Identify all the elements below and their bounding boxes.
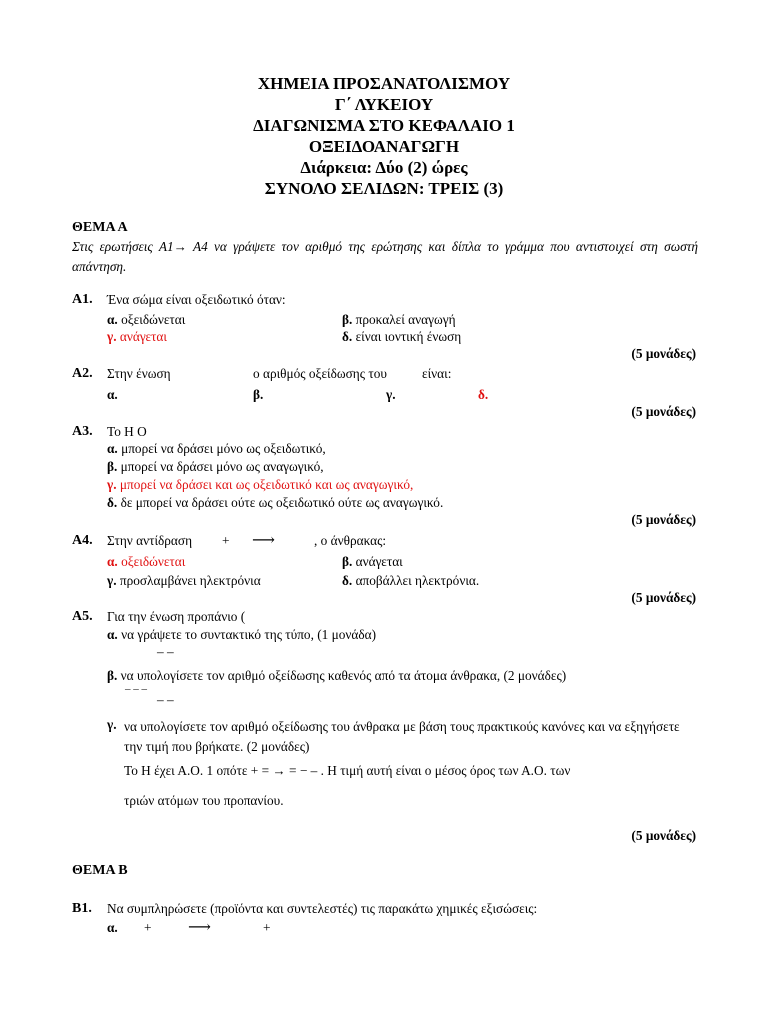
question-number: Α1. [72, 292, 93, 307]
subquestion-b: β. να υπολογίσετε τον αριθμό οξείδωσης καθενός από τα άτομα άνθρακα, (2 μονάδες) [107, 668, 567, 683]
subquestion-g: γ. [107, 717, 117, 732]
header-pages: ΣΥΝΟΛΟ ΣΕΛΙΔΩΝ: ΤΡΕΙΣ (3) [264, 179, 504, 198]
option-b: β. μπορεί να δράσει μόνο ως αναγωγικό, [107, 459, 324, 474]
plus-sign: + [144, 920, 152, 935]
question-stem-part3: είναι: [422, 366, 452, 381]
question-number: Α4. [72, 533, 93, 548]
plus-sign: + [263, 920, 271, 935]
oxidation-number-marks: – – – [125, 683, 147, 695]
header-title: ΧΗΜΕΙΑ ΠΡΟΣΑΝΑΤΟΛΙΣΜΟΥ [257, 74, 511, 93]
option-d: δ. αποβάλλει ηλεκτρόνια. [342, 573, 480, 588]
option-a: α. [107, 387, 118, 402]
points-label: (5 μονάδες) [631, 828, 696, 843]
points-label: (5 μονάδες) [631, 346, 696, 361]
question-stem: Ένα σώμα είναι οξειδωτικό όταν: [107, 292, 286, 307]
option-g: γ. προσλαμβάνει ηλεκτρόνια [107, 573, 261, 588]
option-a: α. μπορεί να δράσει μόνο ως οξειδωτικό, [107, 441, 326, 456]
option-g-correct: γ. ανάγεται [107, 329, 167, 344]
subquestion-g-text: να υπολογίσετε τον αριθμό οξείδωσης του άνθρακα με βάση τους πρακτικούς κανόνες και να εξηγήσετε την τιμή που βρήκατε. (2 μονάδες) [124, 719, 680, 754]
option-d-correct: δ. [478, 387, 489, 402]
points-label: (5 μονάδες) [631, 590, 696, 605]
question-stem: Να συμπληρώσετε (προϊόντα και συντελεστές) τις παρακάτω χημικές εξισώσεις: [107, 901, 538, 916]
calculation-line: Το Η έχει Α.Ο. 1 οπότε + = → = − – . Η τιμή αυτή είναι ο μέσος όρος των Α.Ο. των [124, 763, 571, 778]
formula-bonds: – – [157, 644, 174, 659]
question-number: Α5. [72, 609, 93, 624]
formula-bonds: – – [157, 692, 174, 707]
header-chapter: ΟΞΕΙΔΟΑΝΑΓΩΓΗ [308, 137, 460, 156]
reaction-arrow: ⟶ [252, 532, 275, 549]
question-stem-part2: , ο άνθρακας: [314, 533, 387, 548]
plus-sign: + [222, 533, 230, 548]
option-a: α. οξειδώνεται [107, 312, 186, 327]
option-d: δ. είναι ιοντική ένωση [342, 329, 462, 344]
subquestion-a: α. να γράψετε το συντακτικό της τύπο, (1 μονάδα) [107, 627, 377, 642]
question-stem-part2: ο αριθμός οξείδωσης του [253, 366, 387, 381]
section-a-intro: Στις ερωτήσεις Α1→ Α4 να γράψετε τον αριθμό της ερώτησης και δίπλα το γράμμα που αντιστοιχεί στη σωστή απάντηση. [72, 239, 698, 274]
option-b: β. ανάγεται [342, 554, 403, 569]
option-g: γ. [386, 387, 396, 402]
question-number: Α3. [72, 424, 93, 439]
question-stem-part1: Στην ένωση [107, 366, 171, 381]
question-number: Α2. [72, 366, 93, 381]
option-b: β. προκαλεί αναγωγή [342, 312, 456, 327]
points-label: (5 μονάδες) [631, 512, 696, 527]
question-stem: Το Η Ο [107, 424, 147, 439]
subquestion-a: α. [107, 920, 118, 935]
option-d: δ. δε μπορεί να δράσει ούτε ως οξειδωτικό ούτε ως αναγωγικό. [107, 495, 444, 510]
section-a-title: ΘΕΜΑ Α [72, 220, 128, 235]
points-label: (5 μονάδες) [631, 404, 696, 419]
option-a-correct: α. οξειδώνεται [107, 554, 186, 569]
question-number: Β1. [72, 901, 92, 916]
option-g-correct: γ. μπορεί να δράσει και ως οξειδωτικό και ως αναγωγικό, [107, 477, 414, 492]
header-grade: Γ΄ ΛΥΚΕΙΟΥ [334, 95, 434, 114]
question-stem: Για την ένωση προπάνιο ( [107, 609, 246, 624]
option-b: β. [253, 387, 264, 402]
section-b-title: ΘΕΜΑ Β [72, 863, 128, 878]
calculation-line: τριών ατόμων του προπανίου. [124, 793, 284, 808]
header-duration: Διάρκεια: Δύο (2) ώρες [300, 158, 468, 177]
reaction-arrow: ⟶ [188, 919, 211, 936]
question-stem-part1: Στην αντίδραση [107, 533, 193, 548]
header-exam: ΔΙΑΓΩΝΙΣΜΑ ΣΤΟ ΚΕΦΑΛΑΙΟ 1 [253, 116, 515, 135]
